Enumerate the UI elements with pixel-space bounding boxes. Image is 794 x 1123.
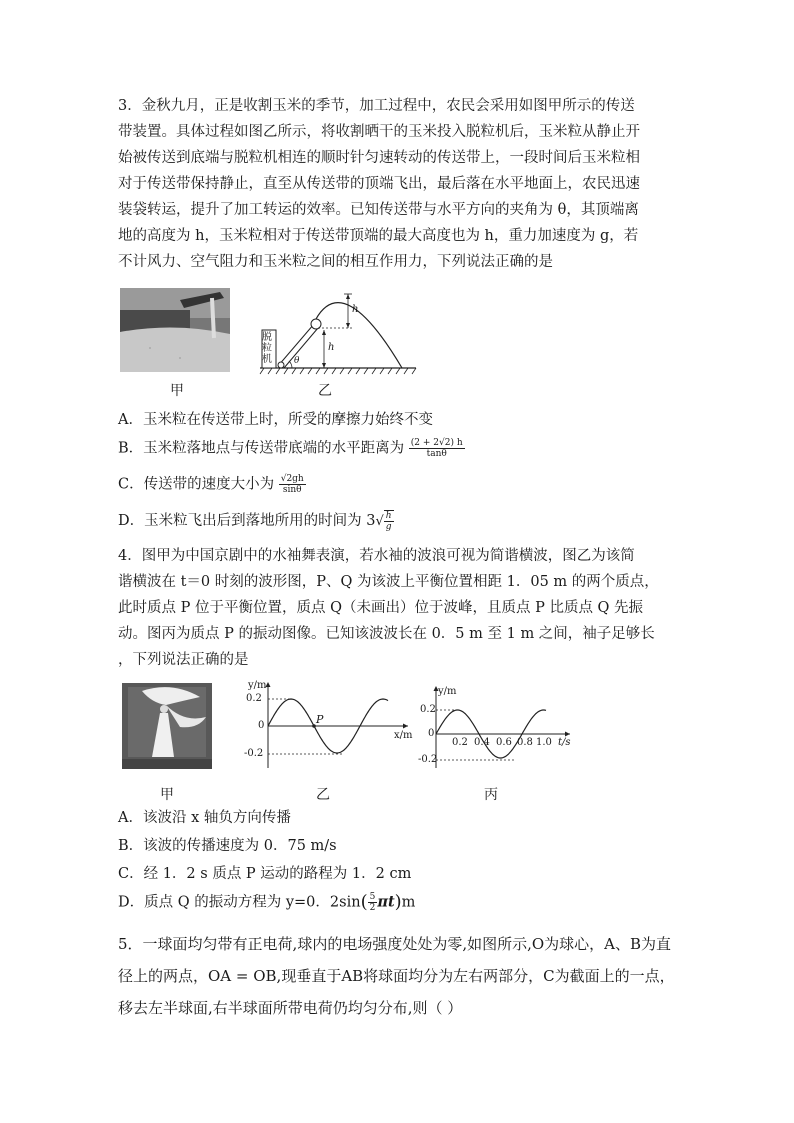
q4-line-3: 此时质点 P 位于平衡位置，质点 Q（未画出）位于波峰，且质点 P 比质点 Q 先振 bbox=[118, 600, 644, 616]
q4-line-2: 谐横波在 t＝0 时刻的波形图，P、Q 为该波上平衡位置相距 1．05 m 的两个质点， bbox=[118, 574, 659, 590]
q4-option-c: C．经 1．2 s 质点 P 运动的路程为 1．2 cm bbox=[118, 866, 412, 882]
q3-line-4: 对于传送带保持静止，直至从传送带的顶端飞出，最后落在水平地面上，农民迅速 bbox=[118, 176, 640, 192]
fig-label-yi: 乙 bbox=[318, 383, 332, 399]
q4-option-b: B．该波的传播速度为 0．75 m/s bbox=[118, 838, 337, 854]
q3-option-b-fraction bbox=[409, 438, 465, 459]
q4-option-d-den: 2 bbox=[369, 903, 376, 913]
q4-line-1: 4．图甲为中国京剧中的水袖舞表演，若水袖的波浪可视为简谐横波，图乙为该简 bbox=[118, 548, 635, 564]
fig-label-yi-4: 乙 bbox=[316, 787, 330, 803]
q3-line-2: 带装置。具体过程如图乙所示，将收割晒干的玉米投入脱粒机后，玉米粒从静止开 bbox=[118, 124, 640, 140]
bing-xtick-1: 0.2 bbox=[452, 737, 468, 748]
q3-option-d-fraction bbox=[384, 510, 394, 532]
q5-line-1: 5．一球面均匀带有正电荷,球内的电场强度处处为零,如图所示,O为球心，A、B为直 bbox=[118, 935, 672, 953]
q3-option-a: A．玉米粒在传送带上时，所受的摩擦力始终不变 bbox=[118, 412, 433, 428]
q3-option-b-text: B．玉米粒落地点与传送带底端的水平距离为 bbox=[118, 440, 405, 457]
point-p-label: P bbox=[316, 713, 324, 726]
fig-label-bing-4: 丙 bbox=[484, 787, 498, 803]
bing-xtick-3: 0.6 bbox=[496, 737, 512, 748]
q3-option-b-den: tanθ bbox=[426, 449, 447, 459]
paren-left-icon: ( bbox=[360, 891, 368, 913]
paren-right-icon: ) bbox=[394, 891, 402, 913]
q3-line-3: 始被传送到底端与脱粒机相连的顺时针匀速转动的传送带上，一段时间后玉米粒相 bbox=[118, 150, 640, 166]
yi-tick-top: 0.2 bbox=[246, 693, 262, 704]
bing-xtick-2: 0.4 bbox=[474, 737, 490, 748]
q4-option-d-fraction bbox=[368, 892, 378, 913]
h-label-top: h bbox=[352, 304, 359, 315]
q3-option-c-num: √2gh bbox=[280, 474, 304, 484]
q3-option-d-num: h bbox=[385, 511, 392, 521]
yi-tick-bottom: -0.2 bbox=[244, 748, 264, 759]
q3-line-5: 装袋转运，提升了加工转运的效率。已知传送带与水平方向的夹角为 θ，其顶端离 bbox=[118, 202, 639, 218]
theta-label: θ bbox=[294, 356, 300, 366]
bing-tick-zero: 0 bbox=[428, 728, 435, 739]
sqrt-icon: √ bbox=[375, 514, 384, 529]
q3-option-c bbox=[118, 474, 306, 495]
q5-line-3: 移去左半球面,右半球面所带电荷仍均匀分布,则（ ） bbox=[118, 999, 463, 1017]
q3-line-6: 地的高度为 h，玉米粒相对于传送带顶端的最大高度也为 h，重力加速度为 g，若 bbox=[118, 228, 639, 244]
q3-option-d-text: D．玉米粒飞出后到落地所用的时间为 3 bbox=[118, 513, 376, 529]
q4-option-a: A．该波沿 x 轴负方向传播 bbox=[118, 810, 291, 826]
q3-option-d bbox=[118, 510, 394, 532]
q4-option-d-text: D．质点 Q 的振动方程为 y=0．2sin bbox=[118, 894, 361, 911]
q3-option-d-den: g bbox=[385, 522, 392, 532]
fig-label-jia-4: 甲 bbox=[160, 787, 174, 803]
q3-option-b-num: (2 + 2√2) h bbox=[410, 438, 463, 448]
q4-option-d-pit: πt bbox=[377, 893, 395, 911]
dancer-photo bbox=[122, 683, 212, 769]
q4-option-d-num: 5 bbox=[369, 892, 376, 902]
bing-ylabel: y/m bbox=[438, 686, 457, 697]
machine-label: 脱粒机 bbox=[262, 332, 272, 365]
harvest-photo bbox=[120, 288, 230, 372]
yi-tick-zero: 0 bbox=[258, 720, 265, 731]
q3-line-7: 不计风力、空气阻力和玉米粒之间的相互作用力，下列说法正确的是 bbox=[118, 254, 553, 270]
q3-option-c-text: C．传送带的速度大小为 bbox=[118, 476, 275, 493]
q5-line-2: 径上的两点，OA = OB,现垂直于AB将球面均分为左右两部分，C为截面上的一点， bbox=[118, 967, 675, 985]
q3-line-1: 3．金秋九月，正是收割玉米的季节，加工过程中，农民会采用如图甲所示的传送 bbox=[118, 98, 635, 114]
bing-tick-bottom: -0.2 bbox=[418, 754, 438, 765]
q4-option-d bbox=[118, 892, 415, 913]
bing-xlabel: t/s bbox=[558, 737, 571, 748]
yi-ylabel: y/m bbox=[248, 680, 267, 691]
q3-option-c-fraction bbox=[279, 474, 306, 495]
fig-label-jia: 甲 bbox=[170, 383, 184, 399]
q4-line-5: ，下列说法正确的是 bbox=[118, 652, 249, 668]
q4-option-d-unit: m bbox=[401, 894, 416, 911]
q3-option-b bbox=[118, 438, 465, 459]
conveyor-diagram bbox=[256, 284, 418, 376]
bing-xtick-4: 0.8 bbox=[517, 737, 533, 748]
bing-xtick-5: 1.0 bbox=[536, 737, 552, 748]
bing-tick-top: 0.2 bbox=[420, 704, 436, 715]
q4-line-4: 动。图丙为质点 P 的振动图像。已知该波波长在 0．5 m 至 1 m 之间，袖子足够长 bbox=[118, 626, 655, 642]
yi-xlabel: x/m bbox=[394, 730, 413, 741]
q3-option-c-den: sinθ bbox=[282, 485, 302, 495]
h-label-bottom: h bbox=[328, 342, 335, 353]
